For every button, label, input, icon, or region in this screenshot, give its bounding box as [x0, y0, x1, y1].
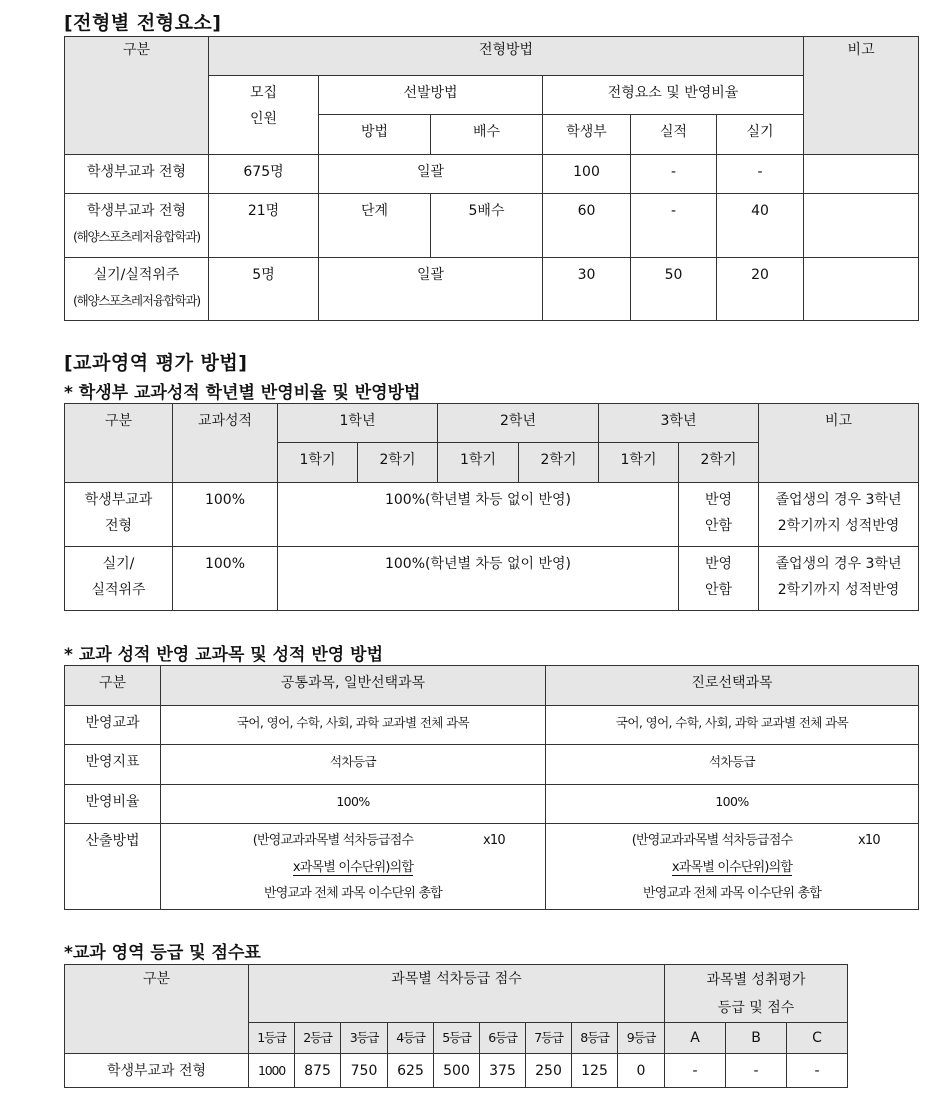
score-cell: 625: [388, 1054, 434, 1088]
row-name: 실기/ 실적위주: [65, 547, 173, 611]
row-career: 국어, 영어, 수학, 사회, 과학 교과별 전체 과목: [546, 706, 919, 745]
row-ratio: 100%(학년별 차등 없이 반영): [278, 547, 679, 611]
header-way: 방법: [319, 115, 431, 155]
row-grades: 100%: [173, 547, 278, 611]
row-multiple: 5배수: [431, 194, 543, 258]
row-bigo: [804, 155, 919, 194]
letter-score-cell: -: [726, 1054, 787, 1088]
header-year3: 3학년: [599, 404, 759, 443]
row-note: 졸업생의 경우 3학년 2학기까지 성적반영: [759, 547, 919, 611]
grade-header: 7등급: [526, 1023, 572, 1054]
grade-header: 3등급: [341, 1023, 388, 1054]
score-cell: 500: [434, 1054, 480, 1088]
row-transcript: 60: [543, 194, 631, 258]
table-row: [65, 824, 919, 910]
score-cell: 750: [341, 1054, 388, 1088]
header-elements: 전형요소 및 반영비율: [543, 76, 804, 115]
score-cell: 1000: [249, 1054, 295, 1088]
admission-elements-table: [64, 36, 919, 321]
row-common: 국어, 영어, 수학, 사회, 과학 교과별 전체 과목: [161, 706, 546, 745]
header-gubun: 구분: [65, 965, 249, 1054]
row-label: 반영교과: [65, 706, 161, 745]
table-row: [65, 706, 919, 745]
row-label: 반영비율: [65, 785, 161, 824]
row-bigo: [804, 194, 919, 258]
table-row: [65, 1054, 848, 1088]
letter-header: B: [726, 1023, 787, 1054]
grade-header: 6등급: [480, 1023, 526, 1054]
score-cell: 250: [526, 1054, 572, 1088]
row-name: 학생부교과 전형: [65, 155, 209, 194]
row-practical: 40: [717, 194, 804, 258]
score-cell: 875: [295, 1054, 341, 1088]
formula-numerator: (반영교과과목별 석차등급점수: [631, 833, 793, 848]
table-row: [65, 483, 919, 547]
header-semester: 2학기: [679, 443, 759, 483]
header-career: 진로선택과목: [546, 666, 919, 706]
table-row: [65, 745, 919, 785]
row-grades: 100%: [173, 483, 278, 547]
score-cell: 125: [572, 1054, 618, 1088]
header-bigo: 비고: [804, 37, 919, 155]
header-multiple: 배수: [431, 115, 543, 155]
formula-times10: x10: [858, 833, 880, 848]
header-year1: 1학년: [278, 404, 438, 443]
calc-formula-common: [161, 824, 546, 910]
header-transcript: 학생부: [543, 115, 631, 155]
header-semester: 1학기: [438, 443, 519, 483]
formula-weight: x과목별 이수단위)의합: [292, 860, 414, 875]
section2-title: [교과영역 평가 방법]: [64, 352, 248, 374]
section1-title: [전형별 전형요소]: [64, 12, 222, 34]
row-sem-status: 반영 안함: [679, 547, 759, 611]
grade-header: 9등급: [618, 1023, 665, 1054]
grade-ratio-table: [64, 403, 919, 611]
row-name: 학생부교과 전형 (해양스포츠레저융합학과): [65, 194, 209, 258]
row-method: 일괄: [319, 258, 543, 321]
header-selection: 선발방법: [319, 76, 543, 115]
header-semester: 1학기: [599, 443, 679, 483]
row-note: 졸업생의 경우 3학년 2학기까지 성적반영: [759, 483, 919, 547]
row-ratio: 100%(학년별 차등 없이 반영): [278, 483, 679, 547]
table-row: [65, 547, 919, 611]
row-record: 50: [631, 258, 717, 321]
table-row: [65, 155, 919, 194]
header-practical: 실기: [717, 115, 804, 155]
row-record: -: [631, 155, 717, 194]
grade-header: 2등급: [295, 1023, 341, 1054]
score-cell: 375: [480, 1054, 526, 1088]
row-career: 석차등급: [546, 745, 919, 785]
formula-numerator: (반영교과과목별 석차등급점수: [252, 833, 414, 848]
letter-score-cell: -: [787, 1054, 848, 1088]
header-achievement: 과목별 성취평가 등급 및 점수: [665, 965, 848, 1023]
header-method: 전형방법: [209, 37, 804, 76]
header-gubun: 구분: [65, 666, 161, 706]
header-grades: 교과성적: [173, 404, 278, 483]
header-record: 실적: [631, 115, 717, 155]
grade-header: 8등급: [572, 1023, 618, 1054]
row-count: 21명: [209, 194, 319, 258]
header-recruit: 모집 인원: [209, 76, 319, 155]
header-gubun: 구분: [65, 37, 209, 155]
row-method: 단계: [319, 194, 431, 258]
score-table: [64, 964, 848, 1088]
row-sem-status: 반영 안함: [679, 483, 759, 547]
row-name: 학생부교과 전형: [65, 483, 173, 547]
row-career: 100%: [546, 785, 919, 824]
table-row: [65, 785, 919, 824]
formula-denominator: 반영교과 전체 과목 이수단위 총합: [643, 886, 821, 901]
formula-denominator: 반영교과 전체 과목 이수단위 총합: [264, 886, 442, 901]
row-name: 학생부교과 전형: [65, 1054, 249, 1088]
header-common: 공통과목, 일반선택과목: [161, 666, 546, 706]
header-year2: 2학년: [438, 404, 599, 443]
subjects-table: [64, 665, 919, 910]
header-semester: 2학기: [519, 443, 599, 483]
formula-times10: x10: [483, 833, 505, 848]
header-rank-scores: 과목별 석차등급 점수: [249, 965, 665, 1023]
row-label: 반영지표: [65, 745, 161, 785]
row-practical: 20: [717, 258, 804, 321]
header-gubun: 구분: [65, 404, 173, 483]
row-common: 100%: [161, 785, 546, 824]
row-count: 5명: [209, 258, 319, 321]
table-row: [65, 194, 919, 258]
row-transcript: 100: [543, 155, 631, 194]
row-count: 675명: [209, 155, 319, 194]
row-common: 석차등급: [161, 745, 546, 785]
formula-weight: x과목별 이수단위)의합: [671, 860, 793, 875]
calc-formula-career: [546, 824, 919, 910]
row-transcript: 30: [543, 258, 631, 321]
letter-header: C: [787, 1023, 848, 1054]
header-semester: 1학기: [278, 443, 358, 483]
section4-title: *교과 영역 등급 및 점수표: [64, 943, 261, 963]
table-row: [65, 258, 919, 321]
row-bigo: [804, 258, 919, 321]
grade-header: 1등급: [249, 1023, 295, 1054]
row-method: 일괄: [319, 155, 543, 194]
row-practical: -: [717, 155, 804, 194]
grade-header: 4등급: [388, 1023, 434, 1054]
section2-subtitle: * 학생부 교과성적 학년별 반영비율 및 반영방법: [64, 383, 421, 403]
header-bigo: 비고: [759, 404, 919, 483]
section3-title: * 교과 성적 반영 교과목 및 성적 반영 방법: [64, 645, 383, 665]
letter-score-cell: -: [665, 1054, 726, 1088]
grade-header: 5등급: [434, 1023, 480, 1054]
header-semester: 2학기: [358, 443, 438, 483]
row-name: 실기/실적위주 (해양스포츠레저융합학과): [65, 258, 209, 321]
letter-header: A: [665, 1023, 726, 1054]
row-label: 산출방법: [65, 824, 161, 910]
score-cell: 0: [618, 1054, 665, 1088]
row-record: -: [631, 194, 717, 258]
